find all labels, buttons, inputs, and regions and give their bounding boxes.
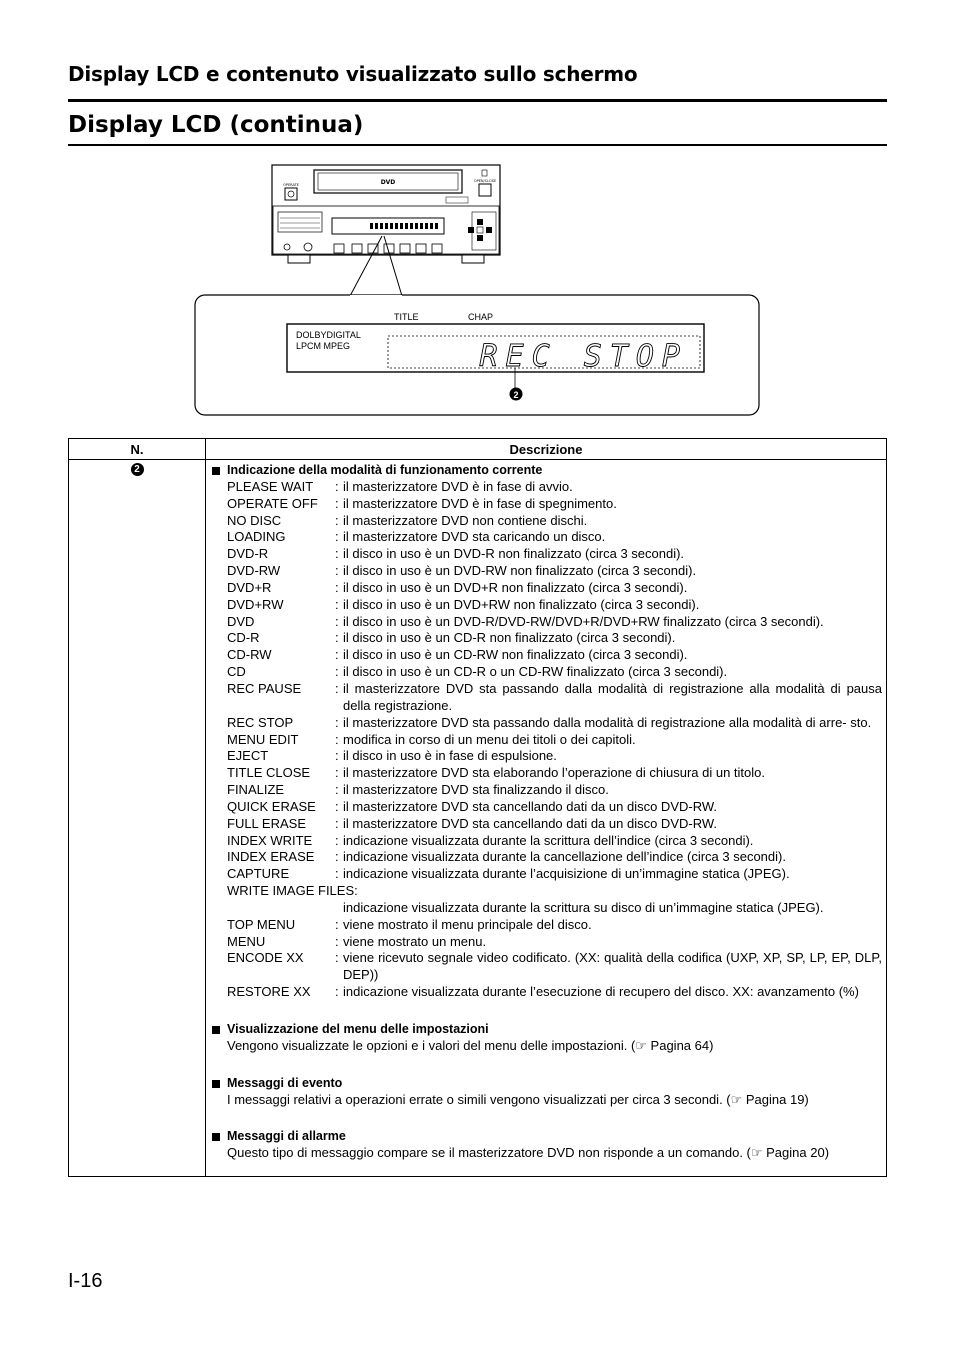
list-item: INDEX ERASE : indicazione visualizzata durante la cancellazione dell’indice (circa 3 secondi). bbox=[227, 849, 786, 865]
lcd-indicator-dolby: DOLBYDIGITAL bbox=[296, 330, 361, 340]
list-item: FULL ERASE : il masterizzatore DVD sta cancellando dati da un disco DVD-RW. bbox=[227, 815, 718, 831]
list-item: FINALIZE : il masterizzatore DVD sta finalizzando il disco. bbox=[227, 782, 609, 798]
header-rule bbox=[68, 99, 887, 102]
page-title: Display LCD (continua) bbox=[68, 112, 364, 138]
description-table bbox=[68, 438, 887, 1177]
svg-text:OPERATE: OPERATE bbox=[283, 183, 299, 187]
lcd-title-label: TITLE bbox=[394, 312, 419, 322]
list-item: LOADING : il masterizzatore DVD sta caricando un disco. bbox=[227, 529, 606, 545]
list-item: CD-RW : il disco in uso è un CD-RW non finalizzato (circa 3 secondi). bbox=[227, 647, 688, 663]
list-item: NO DISC : il masterizzatore DVD non contiene dischi. bbox=[227, 512, 588, 528]
list-item: TOP MENU : viene mostrato il menu principale del disco. bbox=[227, 916, 592, 932]
list-item: DVD+R : il disco in uso è un DVD+R non finalizzato (circa 3 secondi). bbox=[227, 579, 688, 595]
device-brand-logo: DVD bbox=[380, 179, 396, 186]
lcd-indicator-lpcm-mpeg: LPCM MPEG bbox=[296, 341, 351, 351]
list-item: DVD-R : il disco in uso è un DVD-R non finalizzato (circa 3 secondi). bbox=[227, 546, 685, 562]
square-bullet-icon bbox=[212, 1026, 220, 1034]
group-heading: Visualizzazione del menu delle impostazioni bbox=[212, 1021, 882, 1038]
lcd-message: REC STOP bbox=[479, 339, 688, 374]
title-rule bbox=[68, 144, 887, 146]
list-item: DVD+RW : il disco in uso è un DVD+RW non finalizzato (circa 3 secondi). bbox=[227, 596, 700, 612]
list-item: DVD-RW : il disco in uso è un DVD-RW non finalizzato (circa 3 secondi). bbox=[227, 563, 697, 579]
group-heading: Messaggi di evento bbox=[212, 1075, 882, 1092]
row-number-badge: 2 bbox=[131, 463, 144, 476]
svg-text:OPEN/CLOSE: OPEN/CLOSE bbox=[473, 179, 497, 183]
page-number: I-16 bbox=[68, 1270, 103, 1292]
list-item: REC STOP : il masterizzatore DVD sta passando dalla modalità di registrazione alla modalità di arre- sto. bbox=[227, 714, 872, 730]
list-item: WRITE IMAGE FILES: indicazione visualizzata durante la scrittura su disco di un’immagine statica (JPEG). bbox=[227, 883, 824, 915]
list-item: ENCODE XX : viene ricevuto segnale video codificato. (XX: qualità della codifica (UXP, XP, SP, LP, EP, DLP, DEP)) bbox=[227, 950, 882, 983]
list-item: CD-R : il disco in uso è un CD-R non finalizzato (circa 3 secondi). bbox=[227, 630, 676, 646]
callout-number: 2 bbox=[513, 390, 519, 400]
list-item: EJECT : il disco in uso è in fase di espulsione. bbox=[227, 748, 557, 764]
list-item: CAPTURE : indicazione visualizzata durante l’acquisizione di un’immagine statica (JPEG). bbox=[227, 866, 790, 882]
list-item: CD : il disco in uso è un CD-R o un CD-RW finalizzato (circa 3 secondi). bbox=[227, 664, 728, 680]
list-item: INDEX WRITE : indicazione visualizzata durante la scrittura dell’indice (circa 3 secondi). bbox=[227, 832, 754, 848]
header-n: N. bbox=[69, 439, 206, 460]
list-item: OPERATE OFF : il masterizzatore DVD è in fase di spegnimento. bbox=[227, 495, 617, 511]
list-item: QUICK ERASE : il masterizzatore DVD sta cancellando dati da un disco DVD-RW. bbox=[227, 798, 718, 814]
description-cell bbox=[206, 460, 887, 1177]
row-number-cell bbox=[69, 460, 206, 1177]
dvd-recorder-illustration bbox=[272, 165, 500, 263]
list-item: RESTORE XX : indicazione visualizzata durante l’esecuzione di recupero del disco. XX: avanzamento (%) bbox=[227, 984, 859, 1000]
device-lcd-figure bbox=[190, 160, 765, 422]
group-text: Questo tipo di messaggio compare se il masterizzatore DVD non risponde a un comando. (☞ Pagina 20) bbox=[227, 1145, 830, 1161]
square-bullet-icon bbox=[212, 1133, 220, 1141]
list-item: PLEASE WAIT : il masterizzatore DVD è in fase di avvio. bbox=[227, 478, 573, 494]
square-bullet-icon bbox=[212, 1080, 220, 1088]
list-item: TITLE CLOSE : il masterizzatore DVD sta elaborando l’operazione di chiusura di un titolo. bbox=[227, 765, 765, 781]
header-description: Descrizione bbox=[206, 439, 887, 460]
list-item: MENU EDIT : modifica in corso di un menu dei titoli o dei capitoli. bbox=[227, 731, 636, 747]
group-heading: Messaggi di allarme bbox=[212, 1128, 882, 1145]
table-header-row bbox=[69, 439, 887, 460]
lcd-chap-label: CHAP bbox=[468, 312, 494, 322]
group-heading: Indicazione della modalità di funzionamento corrente bbox=[212, 462, 882, 479]
table-row bbox=[69, 460, 887, 1177]
list-item: MENU : viene mostrato un menu. bbox=[227, 933, 487, 949]
list-item: REC PAUSE : il masterizzatore DVD sta passando dalla modalità di registrazione alla modalità di pausa della registrazione. bbox=[227, 680, 882, 713]
section-title: Display LCD e contenuto visualizzato sullo schermo bbox=[68, 62, 638, 86]
list-item: DVD : il disco in uso è un DVD-R/DVD-RW/DVD+R/DVD+RW finalizzato (circa 3 secondi). bbox=[227, 613, 824, 629]
square-bullet-icon bbox=[212, 467, 220, 475]
group-text: I messaggi relativi a operazioni errate o simili vengono visualizzati per circa 3 secondi. (☞ Pagina 19) bbox=[227, 1091, 809, 1107]
group-text: Vengono visualizzate le opzioni e i valori del menu delle impostazioni. (☞ Pagina 64) bbox=[227, 1037, 714, 1053]
